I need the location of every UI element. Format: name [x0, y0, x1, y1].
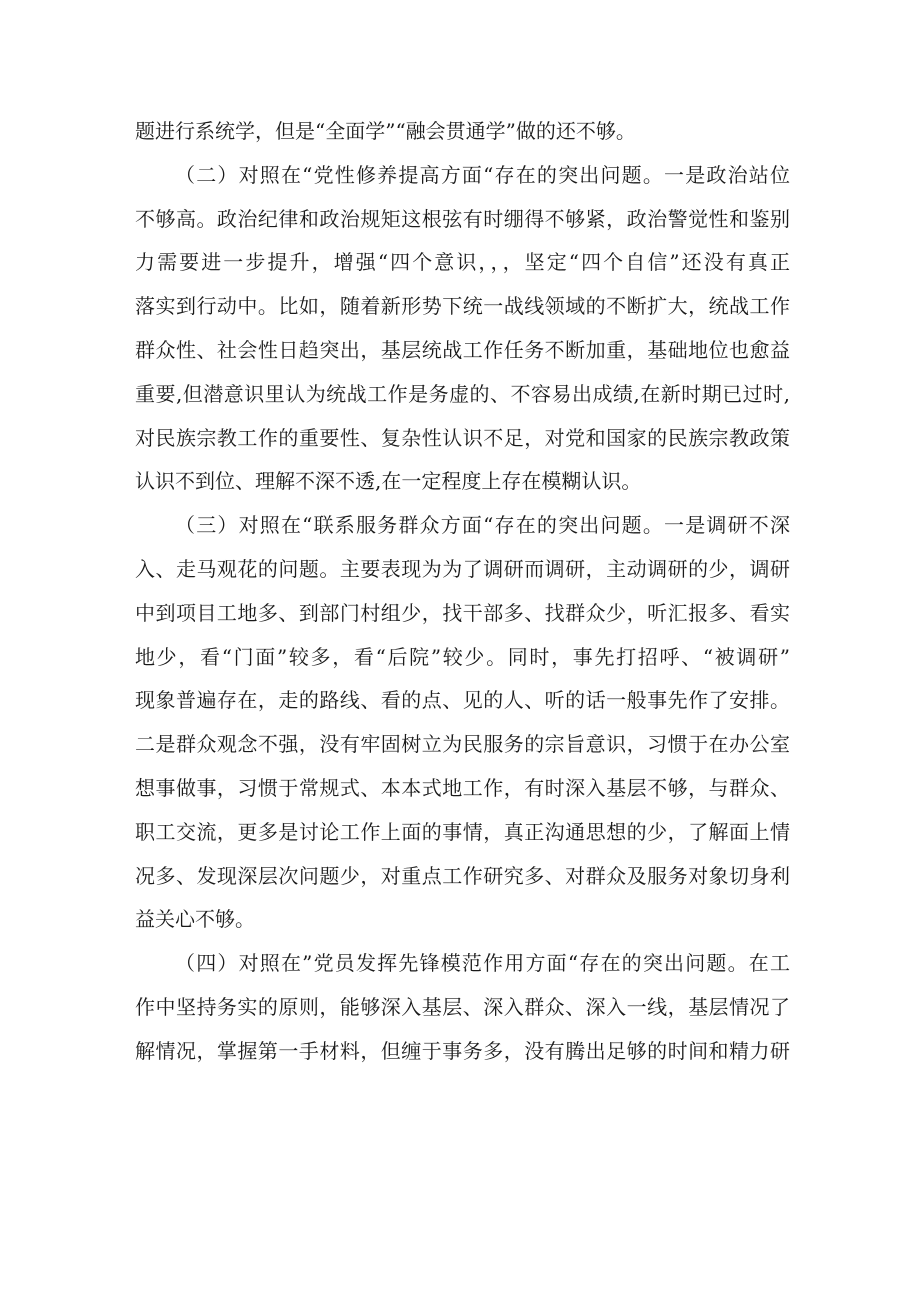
paragraph-3-line-2: 入、走马观花的问题。主要表现为为了调研而调研，主动调研的少，调研 [135, 556, 790, 581]
paragraph-2-line-3: 力需要进一步提升，增强“四个意识，，，坚定“四个自信”还没有真正 [135, 250, 790, 275]
paragraph-2-line-6: 重要,但潜意识里认为统战工作是务虚的、不容易出成绩,在新时期已过时, [135, 381, 790, 406]
paragraph-3-line-3: 中到项目工地多、到部门村组少，找干部多、找群众少，听汇报多、看实 [135, 600, 790, 625]
paragraph-3-line-9: 况多、发现深层次问题少，对重点工作研究多、对群众及服务对象切身利 [135, 863, 790, 888]
document-body [135, 110, 790, 1074]
paragraph-1-line-1: 题进行系统学，但是“全面学”“融会贯通学”做的还不够。 [135, 119, 636, 143]
paragraph-2-line-2: 不够高。政治纪律和政治规矩这根弦有时绷得不够紧，政治警觉性和鉴别 [135, 206, 790, 231]
paragraph-3-line-4: 地少，看“门面”较多，看“后院”较少。同时，事先打招呼、“被调研” [135, 644, 790, 669]
paragraph-2-line-8: 认识不到位、理解不深不透,在一定程度上存在模糊认识。 [135, 469, 642, 494]
paragraph-4-line-3: 解情况，掌握第一手材料，但缠于事务多，没有腾出足够的时间和精力研 [135, 1038, 790, 1063]
paragraph-3-line-10: 益关心不够。 [135, 907, 255, 932]
paragraph-3-line-1: （三）对照在“联系服务群众方面“存在的突出问题。一是调研不深 [175, 513, 790, 538]
paragraph-4-line-2: 作中坚持务实的原则，能够深入基层、深入群众、深入一线，基层情况了 [135, 994, 790, 1019]
paragraph-2-line-7: 对民族宗教工作的重要性、复杂性认识不足，对党和国家的民族宗教政策 [135, 425, 790, 450]
paragraph-3-line-5: 现象普遍存在，走的路线、看的点、见的人、听的话一般事先作了安排。 [135, 688, 790, 713]
paragraph-3-line-7: 想事做事，习惯于常规式、本本式地工作，有时深入基层不够，与群众、 [135, 775, 790, 800]
paragraph-2-line-1: （二）对照在“党性修养提高方面“存在的突出问题。一是政治站位 [175, 162, 790, 187]
paragraph-3-line-8: 职工交流，更多是讨论工作上面的事情，真正沟通思想的少，了解面上情 [135, 819, 790, 844]
paragraph-2-line-5: 群众性、社会性日趋突出，基层统战工作任务不断加重，基础地位也愈益 [135, 337, 790, 362]
paragraph-4-line-1: （四）对照在”党员发挥先锋模范作用方面“存在的突出问题。在工 [175, 951, 790, 976]
paragraph-3-line-6: 二是群众观念不强，没有牢固树立为民服务的宗旨意识，习惯于在办公室 [135, 732, 790, 757]
paragraph-2-line-4: 落实到行动中。比如，随着新形势下统一战线领域的不断扩大，统战工作 [135, 294, 790, 319]
